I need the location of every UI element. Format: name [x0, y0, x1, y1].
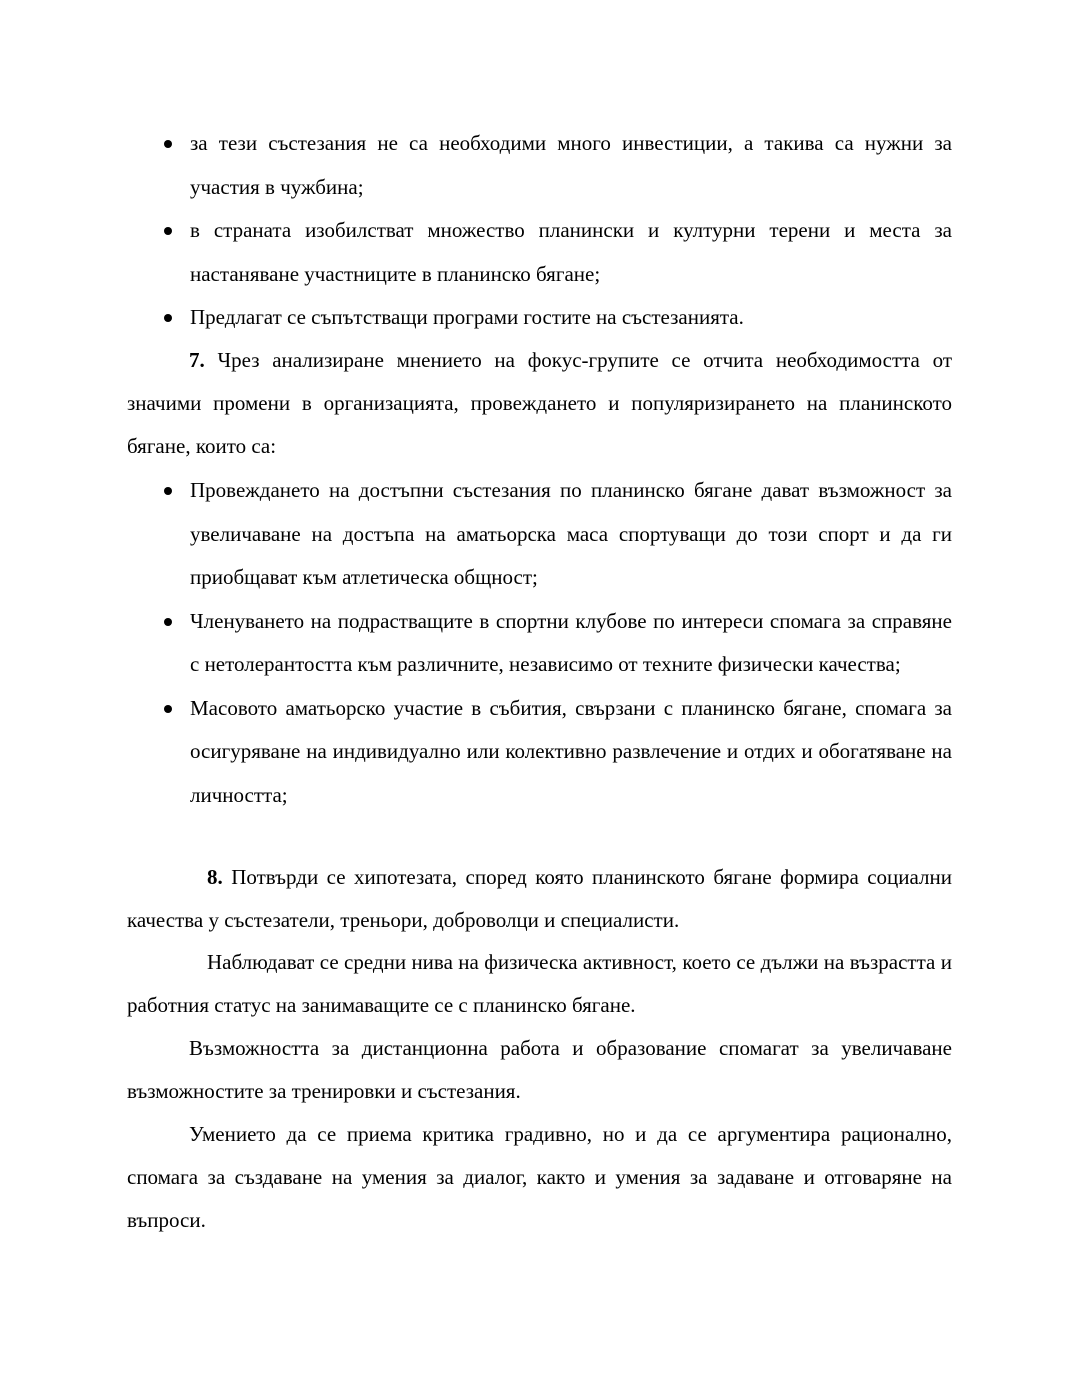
paragraph-8	[127, 856, 952, 942]
list-item-text: за тези състезания не са необходими много инвестиции, а такива са нужни за участия в чужбина;	[190, 131, 952, 199]
bullet-icon	[164, 487, 172, 495]
paragraph-number: 7.	[189, 348, 205, 372]
list-item-text: Предлагат се съпътстващи програми гостите на състезанията.	[190, 305, 744, 329]
bullet-icon	[164, 140, 172, 148]
list-item-text: Масовото аматьорско участие в събития, свързани с планинско бягане, спомага за осигуряване на индивидуално или колективно развлечение и отдих и обогатяване на личността;	[190, 695, 952, 807]
bullet-icon	[164, 314, 172, 322]
list-item-text: в страната изобилстват множество планински и културни терени и места за настаняване участниците в планинско бягане;	[190, 218, 952, 286]
paragraph-7	[127, 339, 952, 468]
paragraph-remote-work: Възможността за дистанционна работа и образование спомагат за увеличаване възможностите за тренировки и състезания.	[127, 1036, 952, 1103]
list-item	[190, 600, 952, 687]
bullet-icon	[164, 705, 172, 713]
paragraph-criticism: Умението да се приема критика градивно, но и да се аргументира рационално, спомага за създаване на умения за диалог, както и умения за задаване и отговаряне на въпроси.	[127, 1122, 952, 1232]
paragraph-text: Чрез анализиране мнението на фокус-групите се отчита необходимостта от значими промени в организацията, провеждането и популяризирането на планинското бягане, които са:	[127, 348, 952, 458]
bullet-icon	[164, 227, 172, 235]
list-item-text: Членуването на подрастващите в спортни клубове по интереси спомага за справяне с нетолерантостта към различните, независимо от техните физически качества;	[190, 608, 952, 676]
list-item	[190, 469, 952, 600]
list-item	[190, 296, 952, 340]
list-item	[190, 122, 952, 209]
bullet-list-benefits	[0, 122, 1080, 340]
list-item	[190, 687, 952, 818]
bullet-list-changes	[0, 469, 1080, 817]
list-item	[190, 209, 952, 296]
paragraph-text: Потвърди се хипотезата, според която планинското бягане формира социални качества у състезатели, треньори, доброволци и специалисти.	[127, 865, 952, 932]
bullet-icon	[164, 618, 172, 626]
list-item-text: Провеждането на достъпни състезания по планинско бягане дават възможност за увеличаване на достъпа на аматьорска маса спортуващи до този спорт и да ги приобщават към атлетическа общност;	[190, 478, 952, 589]
paragraph-number: 8.	[207, 865, 223, 889]
paragraph-activity: Наблюдават се средни нива на физическа активност, което се дължи на възрастта и работния статус на занимаващите се с планинско бягане.	[127, 950, 952, 1017]
